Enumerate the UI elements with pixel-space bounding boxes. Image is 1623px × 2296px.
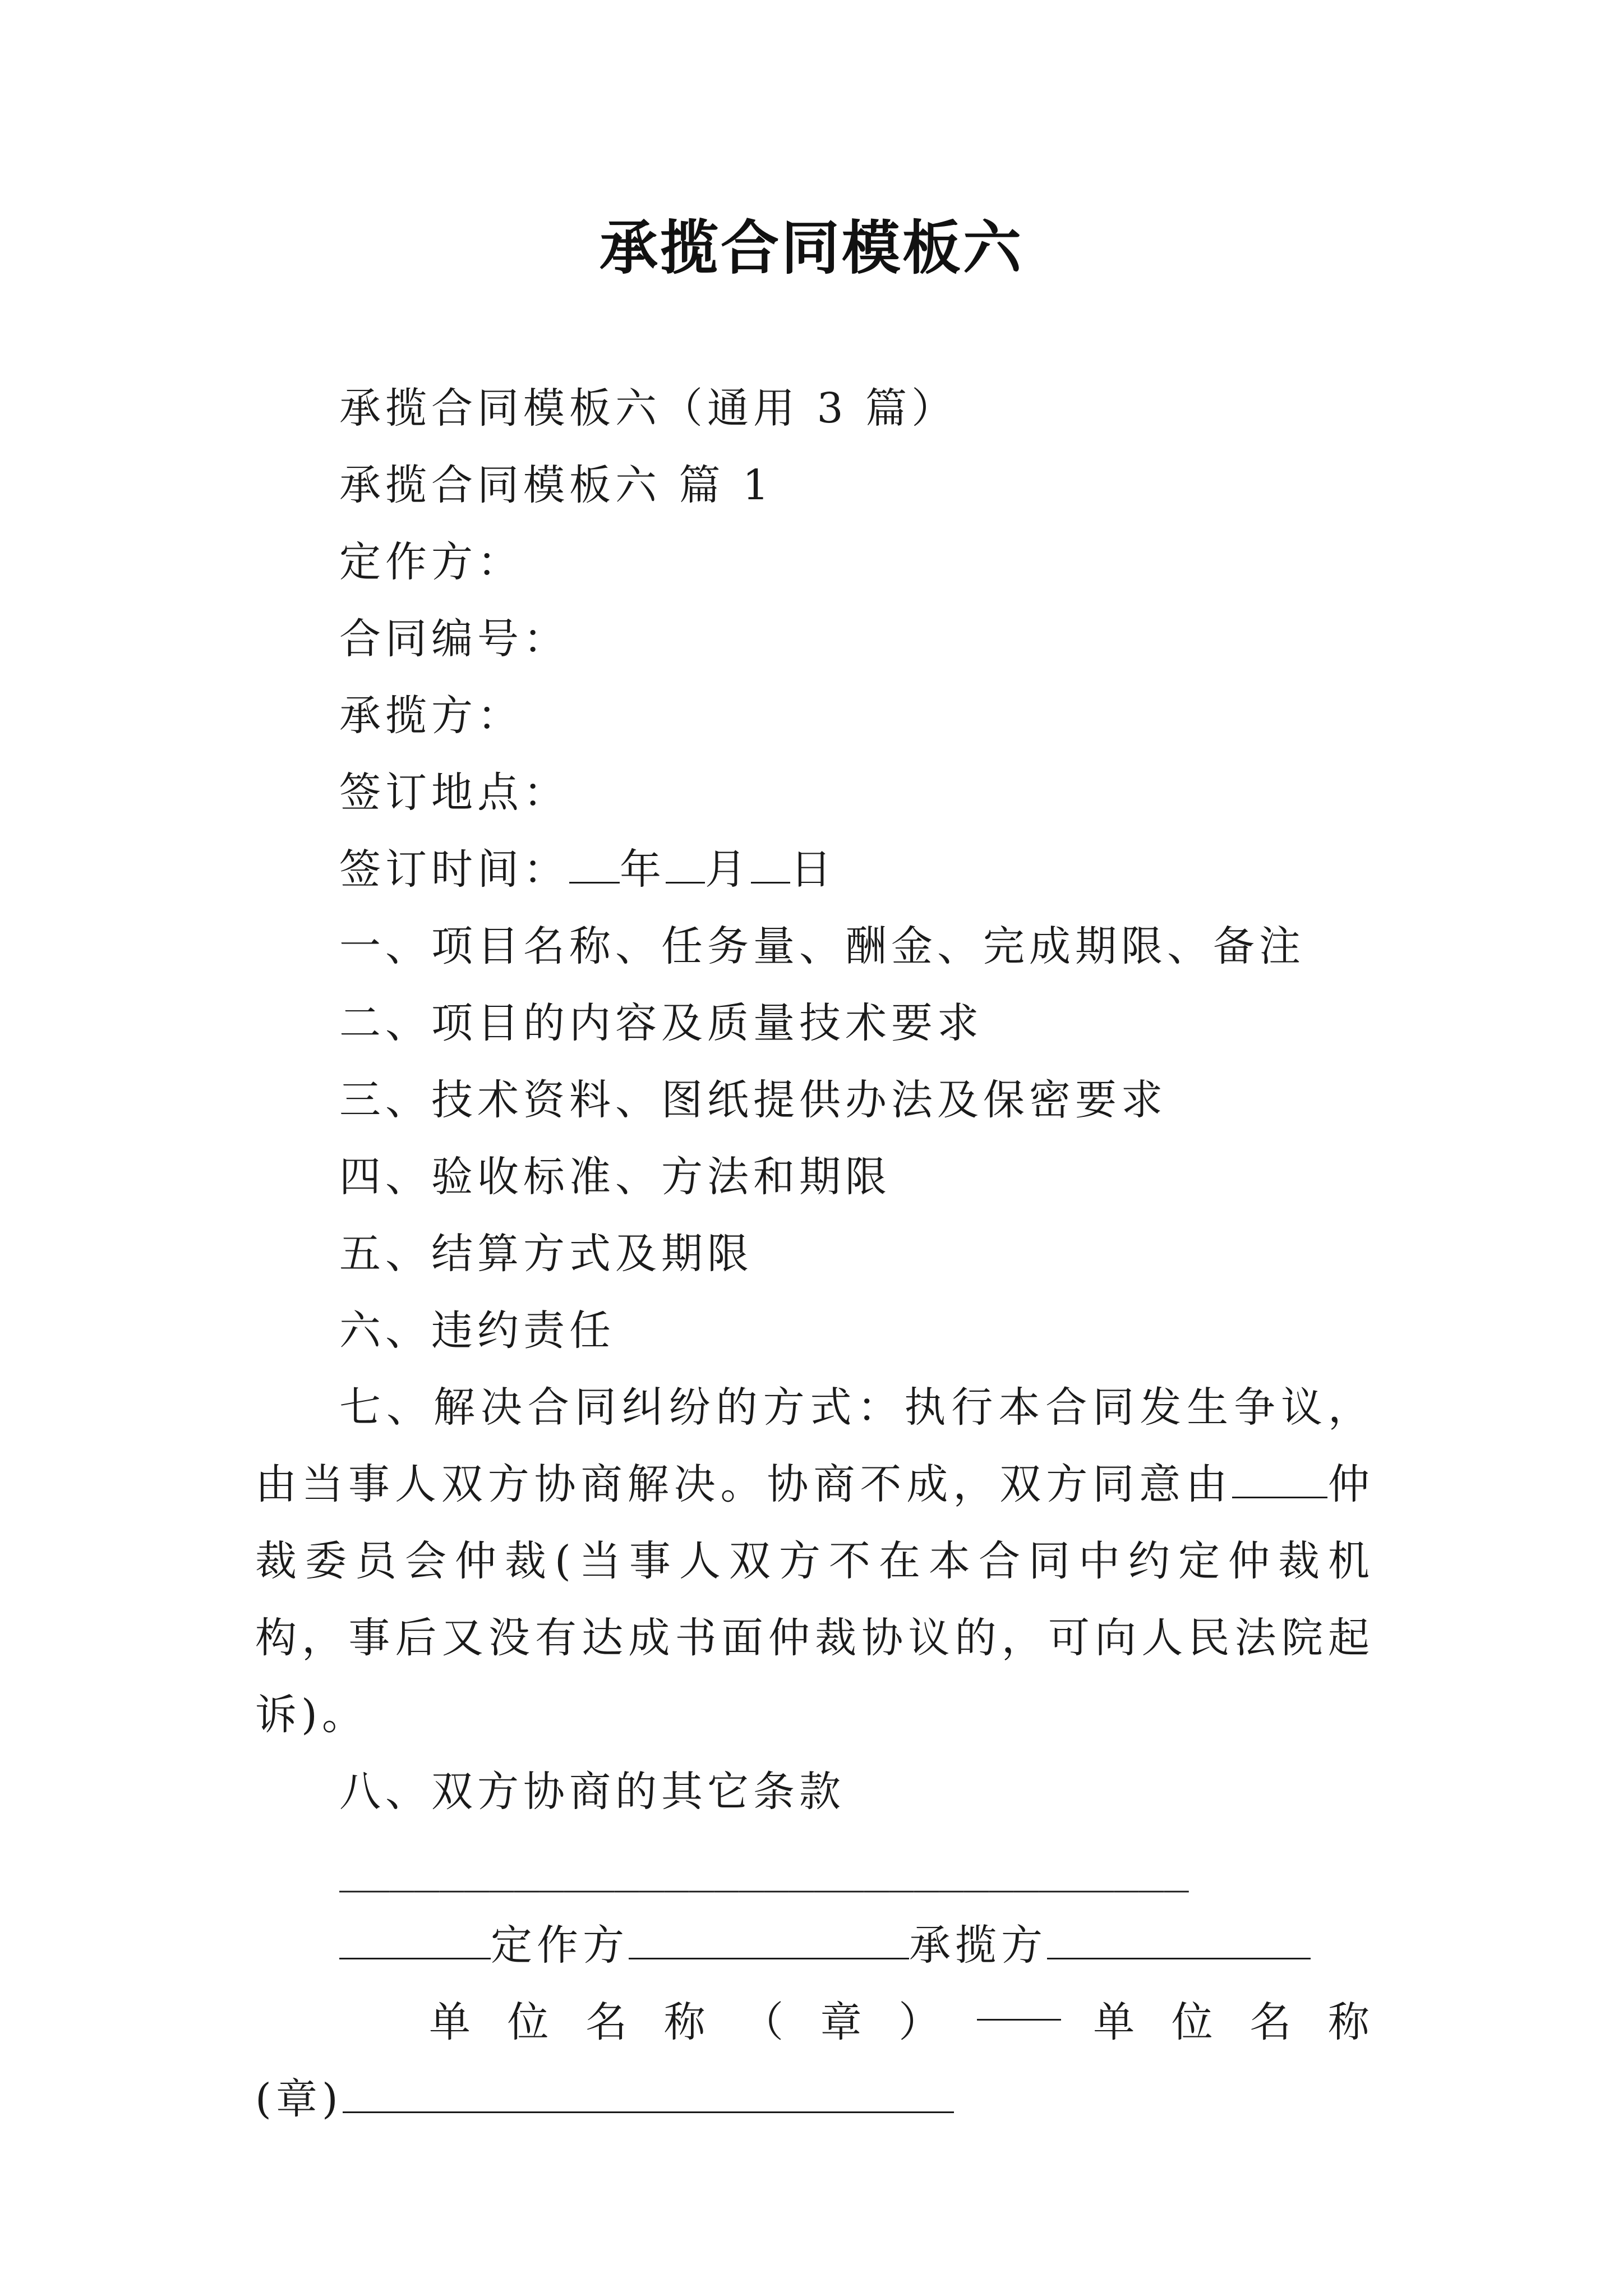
clause-6: 六、违约责任 bbox=[339, 1306, 615, 1355]
unit-b-char: 单 bbox=[1093, 1998, 1140, 2046]
party-b-label: 承揽方 bbox=[909, 1921, 1047, 1970]
clause-5: 五、结算方式及期限 bbox=[339, 1230, 753, 1278]
unit-char: 章 bbox=[820, 1998, 866, 2046]
sign-time-year: 年 bbox=[620, 845, 666, 894]
unit-a-blank bbox=[977, 1984, 1061, 2021]
field-sign-place: 签订地点： bbox=[339, 769, 569, 817]
field-party-b: 承揽方： bbox=[339, 692, 523, 740]
document-body bbox=[255, 370, 1374, 2138]
unit-b-char: 称 bbox=[1327, 1998, 1374, 2046]
clause-2: 二、项目的内容及质量技术要求 bbox=[339, 999, 983, 1047]
clause-1: 一、项目名称、任务量、酬金、完成期限、备注 bbox=[339, 922, 1305, 970]
unit-b-seal-line bbox=[255, 2061, 1374, 2138]
party-a-sign-blank bbox=[629, 1923, 909, 1959]
dash-line: __________________________________ bbox=[339, 1844, 1189, 1893]
unit-char: ） bbox=[898, 1998, 945, 2046]
field-sign-time bbox=[255, 831, 1374, 908]
unit-b-char: 位 bbox=[1171, 1998, 1218, 2046]
month-blank bbox=[666, 847, 705, 884]
clause-3: 三、技术资料、图纸提供办法及保密要求 bbox=[339, 1076, 1167, 1124]
arbitration-blank bbox=[1232, 1462, 1327, 1498]
party-b-sign-blank bbox=[1047, 1923, 1311, 1959]
clause-7-part2: 仲裁委员会仲裁(当事人双方不在本合同中约定仲裁机构，事后又没有达成书面仲裁协议的，可向人民法院起诉)。 bbox=[255, 1460, 1375, 1739]
unit-b-blank bbox=[343, 2077, 954, 2113]
clause-7-part1: 七、解决合同纠纷的方式：执行本合同发生争议，由当事人双方协商解决。协商不成，双方同意由 bbox=[255, 1383, 1374, 1508]
field-party-a: 定作方： bbox=[339, 538, 523, 586]
sign-time-day: 日 bbox=[790, 845, 836, 894]
party-a-label: 定作方 bbox=[491, 1921, 629, 1970]
unit-name-line bbox=[255, 1984, 1374, 2061]
year-blank bbox=[569, 847, 620, 884]
document-title: 承揽合同模板六 bbox=[599, 213, 1023, 282]
clause-7 bbox=[255, 1369, 1374, 1754]
unit-char: （ bbox=[742, 1998, 789, 2046]
unit-char: 单 bbox=[429, 1998, 475, 2046]
field-contract-no: 合同编号： bbox=[339, 615, 569, 663]
subtitle: 承揽合同模板六（通用 3 篇） bbox=[339, 384, 958, 432]
section-heading: 承揽合同模板六 篇 1 bbox=[339, 461, 774, 509]
day-blank bbox=[751, 847, 790, 884]
unit-char: 称 bbox=[663, 1998, 710, 2046]
unit-b-char: 名 bbox=[1249, 1998, 1296, 2046]
clause-8: 八、双方协商的其它条款 bbox=[339, 1768, 845, 1816]
sign-time-month: 月 bbox=[705, 845, 751, 894]
clause-4: 四、验收标准、方法和期限 bbox=[339, 1153, 891, 1201]
unit-b-tail: (章) bbox=[255, 2075, 343, 2123]
unit-char: 位 bbox=[507, 1998, 554, 2046]
signature-parties bbox=[255, 1907, 1374, 1984]
unit-char: 名 bbox=[585, 1998, 632, 2046]
party-a-blank bbox=[339, 1923, 491, 1959]
sign-time-label: 签订时间： bbox=[339, 845, 569, 894]
